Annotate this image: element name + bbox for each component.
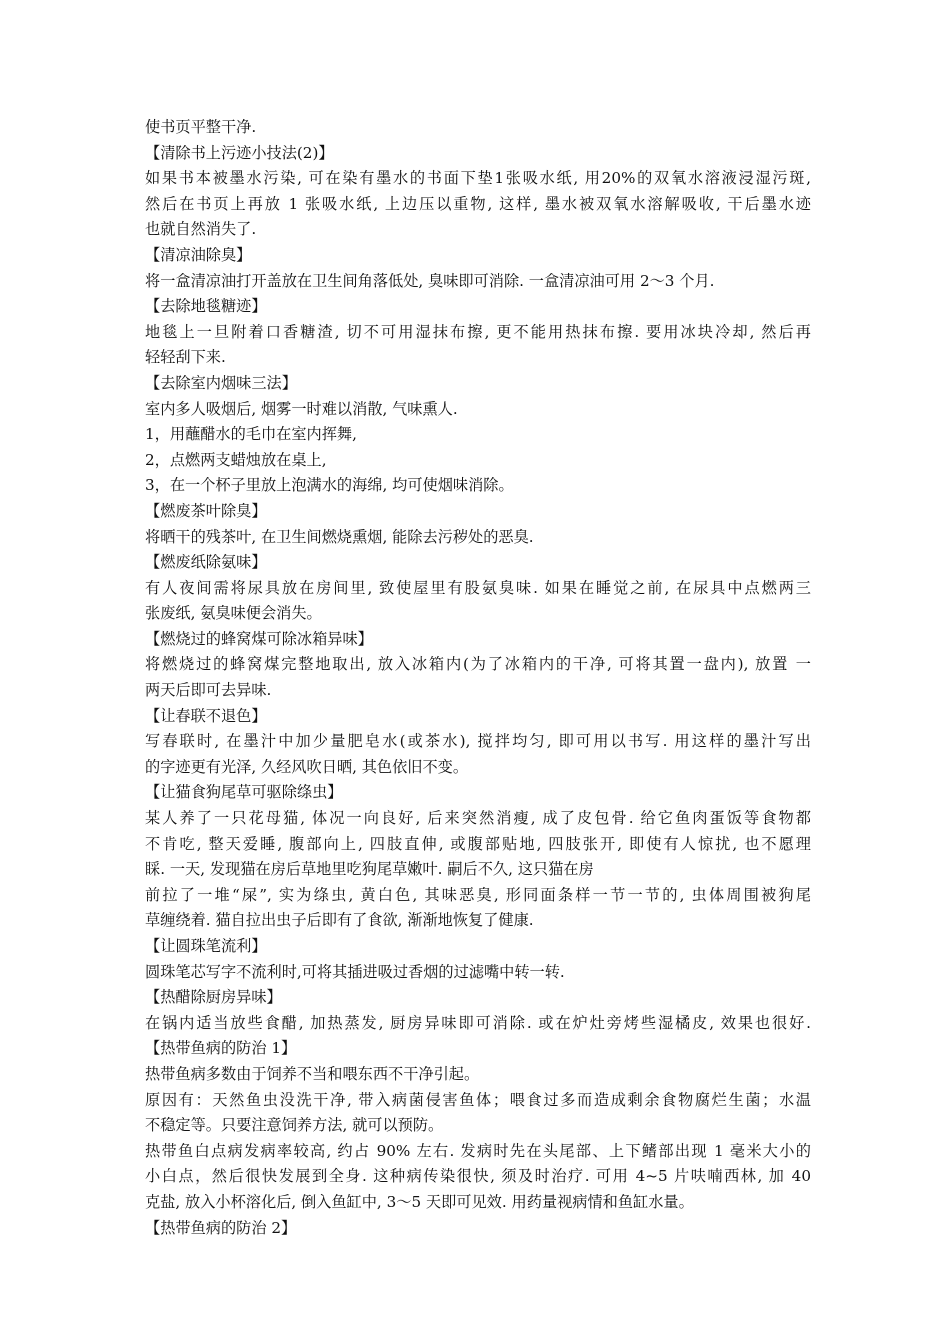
body-text-line: 两天后即可去异味. — [145, 681, 272, 700]
body-text-line: 克盐, 放入小杯溶化后, 倒入鱼缸中, 3～5 天即可见效. 用药量视病情和鱼缸水量。 — [145, 1192, 694, 1211]
body-text-line: 草缠绕着. 猫自拉出虫子后即有了食欲, 渐渐地恢复了健康. — [145, 911, 534, 930]
section-heading: 【热带鱼病的防治 2】 — [145, 1218, 297, 1237]
body-text-line: 小白点，然后很快发展到全身. 这种病传染很快, 须及时治疗. 可用 4~5 片呋喃西林, 加 40 — [145, 1167, 811, 1186]
body-text-line: 前拉了一堆“屎”, 实为绦虫, 黄白色, 其味恶臭, 形同面条样一节一节的, 虫体周围被狗尾 — [145, 885, 811, 904]
section-heading: 【去除室内烟味三法】 — [145, 373, 297, 392]
section-heading: 【清除书上污迹小技法(2)】 — [145, 143, 334, 162]
body-text-line: 某人养了一只花母猫, 体况一向良好, 后来突然消瘦, 成了皮包骨. 给它鱼肉蛋饭等食物都 — [145, 809, 811, 828]
document-page — [145, 115, 811, 1241]
body-text-line: 的字迹更有光泽, 久经风吹日晒, 其色依旧不变。 — [145, 757, 469, 776]
body-text-line: 然后在书页上再放 1 张吸水纸, 上边压以重物, 这样, 墨水被双氧水溶解吸收, 干后墨水迹 — [145, 194, 811, 213]
body-text-line: 室内多人吸烟后, 烟雾一时难以消散, 气味熏人. — [145, 399, 458, 418]
section-heading: 【让猫食狗尾草可驱除绦虫】 — [145, 783, 343, 802]
body-text-line: 地毯上一旦附着口香糖渣, 切不可用湿抹布擦, 更不能用热抹布擦. 要用冰块冷却, 然后再 — [145, 322, 811, 341]
body-text-line: 也就自然消失了. — [145, 220, 257, 239]
body-text-line: 不稳定等。只要注意饲养方法, 就可以预防。 — [145, 1116, 444, 1135]
body-text-line: 2，点燃两支蜡烛放在桌上, — [145, 450, 327, 469]
section-heading: 【燃烧过的蜂窝煤可除冰箱异味】 — [145, 629, 373, 648]
section-heading: 【燃废茶叶除臭】 — [145, 501, 267, 520]
section-heading: 【让春联不退色】 — [145, 706, 267, 725]
body-text-line: 3，在一个杯子里放上泡满水的海绵, 均可使烟味消除。 — [145, 476, 514, 495]
body-text-line: 原因有：天然鱼虫没洗干净, 带入病菌侵害鱼体；喂食过多而造成剩余食物腐烂生菌；水温 — [145, 1090, 811, 1109]
body-text-line: 将燃烧过的蜂窝煤完整地取出, 放入冰箱内(为了冰箱内的干净, 可将其置一盘内), 放置 一 — [145, 655, 811, 674]
body-text-line: 热带鱼病多数由于饲养不当和喂东西不干净引起。 — [145, 1064, 480, 1083]
section-heading: 【让圆珠笔流利】 — [145, 937, 267, 955]
body-text-line: 写春联时, 在墨汁中加少量肥皂水(或茶水), 搅拌均匀, 即可用以书写. 用这样的墨汁写出 — [145, 732, 811, 751]
body-text-line: 将一盒清凉油打开盖放在卫生间角落低处, 臭味即可消除. 一盒清凉油可用 2～3 个月. — [145, 271, 715, 290]
body-text-line: 不肯吃, 整天爱睡, 腹部向上, 四肢直伸, 或腹部贴地, 四肢张开, 即使有人惊扰, 也不愿理 — [145, 834, 811, 853]
body-text-line: 有人夜间需将尿具放在房间里, 致使屋里有股氨臭味. 如果在睡觉之前, 在尿具中点燃两三 — [145, 578, 811, 597]
body-text-line: 轻轻刮下来. — [145, 348, 226, 367]
body-text-line: 1，用蘸醋水的毛巾在室内挥舞, — [145, 425, 357, 444]
body-text-line: 睬. 一天, 发现猫在房后草地里吃狗尾草嫩叶. 嗣后不久, 这只猫在房 — [145, 860, 594, 879]
body-text-line: 圆珠笔芯写字不流利时,可将其插进吸过香烟的过滤嘴中转一转. — [145, 962, 565, 981]
body-text-line: 将晒干的残茶叶, 在卫生间燃烧熏烟, 能除去污秽处的恶臭. — [145, 527, 534, 546]
section-heading: 【热带鱼病的防治 1】 — [145, 1039, 297, 1058]
body-text-line: 在锅内适当放些食醋, 加热蒸发, 厨房异味即可消除. 或在炉灶旁烤些湿橘皮, 效果也很好. — [145, 1013, 811, 1032]
body-text-line: 如果书本被墨水污染, 可在染有墨水的书面下垫1张吸水纸, 用20%的双氧水溶液浸湿污斑, — [145, 169, 811, 188]
section-heading: 【热醋除厨房异味】 — [145, 988, 282, 1007]
section-heading: 【清凉油除臭】 — [145, 245, 252, 264]
section-heading: 【燃废纸除氨味】 — [145, 553, 267, 572]
body-text-line: 张废纸, 氨臭味便会消失。 — [145, 604, 322, 623]
body-text-line: 热带鱼白点病发病率较高, 约占 90% 左右. 发病时先在头尾部、上下鳍部出现 1 毫米大小的 — [145, 1141, 811, 1160]
body-text-line: 使书页平整干净. — [145, 118, 257, 136]
section-heading: 【去除地毯糖迹】 — [145, 297, 267, 316]
